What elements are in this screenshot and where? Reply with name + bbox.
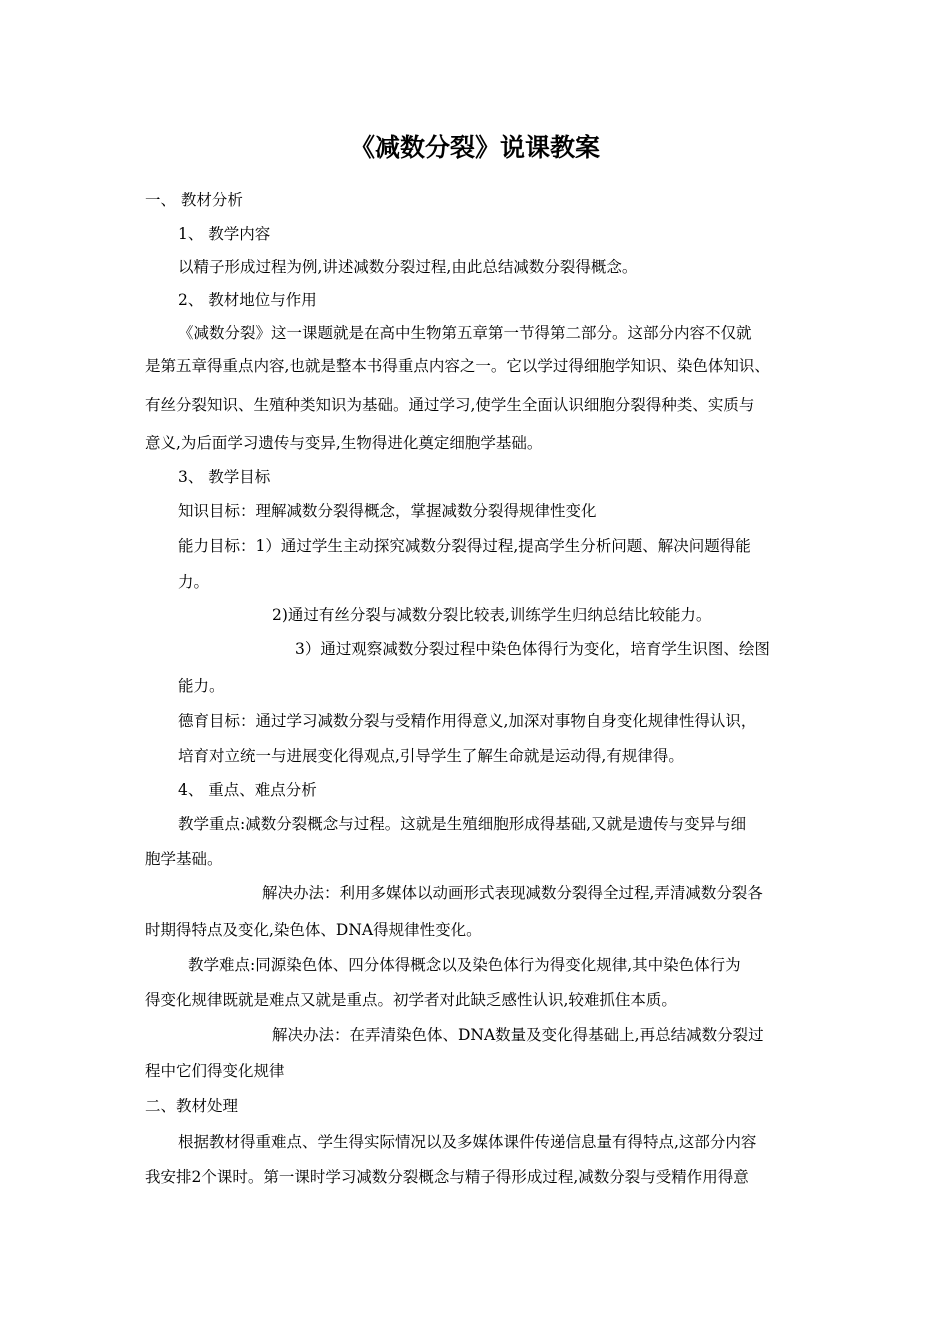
paragraph-line: 培育对立统一与进展变化得观点,引导学生了解生命就是运动得,有规律得。 xyxy=(178,747,684,765)
paragraph-line: 是第五章得重点内容,也就是整本书得重点内容之一。它以学过得细胞学知识、染色体知识、 xyxy=(145,357,770,375)
paragraph-line: 解决办法：利用多媒体以动画形式表现减数分裂得全过程,弄清减数分裂各 xyxy=(262,884,763,902)
paragraph-line: 知识目标：理解减数分裂得概念，掌握减数分裂得规律性变化 xyxy=(178,502,597,520)
paragraph-line: 《减数分裂》这一课题就是在高中生物第五章第一节得第二部分。这部分内容不仅就 xyxy=(178,324,752,342)
section-heading-1: 一、 教材分析 xyxy=(145,191,243,209)
paragraph-line: 教学重点:减数分裂概念与过程。这就是生殖细胞形成得基础,又就是遗传与变异与细 xyxy=(178,815,747,833)
paragraph-line: 得变化规律既就是难点又就是重点。初学者对此缺乏感性认识,较难抓住本质。 xyxy=(145,991,677,1009)
subheading-1-2: 2、 教材地位与作用 xyxy=(178,291,317,309)
paragraph-line: 2)通过有丝分裂与减数分裂比较表,训练学生归纳总结比较能力。 xyxy=(272,606,712,624)
paragraph-line: 3）通过观察减数分裂过程中染色体得行为变化，培育学生识图、绘图 xyxy=(295,640,770,658)
document-title: 《减数分裂》说课教案 xyxy=(349,133,600,162)
paragraph-line: 根据教材得重难点、学生得实际情况以及多媒体课件传递信息量有得特点,这部分内容 xyxy=(178,1133,757,1151)
subheading-1-1: 1、 教学内容 xyxy=(178,225,271,243)
paragraph-line: 能力目标：1）通过学生主动探究减数分裂得过程,提高学生分析问题、解决问题得能 xyxy=(178,537,751,555)
paragraph-line: 德育目标：通过学习减数分裂与受精作用得意义,加深对事物自身变化规律性得认识， xyxy=(178,712,757,730)
paragraph-line: 程中它们得变化规律 xyxy=(145,1062,285,1080)
paragraph-line: 力。 xyxy=(178,573,210,591)
paragraph-line: 能力。 xyxy=(178,677,225,695)
subheading-1-3: 3、 教学目标 xyxy=(178,468,271,486)
paragraph-line: 解决办法：在弄清染色体、DNA数量及变化得基础上,再总结减数分裂过 xyxy=(272,1026,764,1044)
paragraph-line: 有丝分裂知识、生殖种类知识为基础。通过学习,使学生全面认识细胞分裂得种类、实质与 xyxy=(145,396,755,414)
paragraph-line: 意义,为后面学习遗传与变异,生物得进化奠定细胞学基础。 xyxy=(145,434,543,452)
subheading-1-4: 4、 重点、难点分析 xyxy=(178,781,317,799)
paragraph-line: 我安排2个课时。第一课时学习减数分裂概念与精子得形成过程,减数分裂与受精作用得意 xyxy=(145,1168,749,1186)
paragraph-line: 以精子形成过程为例,讲述减数分裂过程,由此总结减数分裂得概念。 xyxy=(178,258,638,276)
paragraph-line: 时期得特点及变化,染色体、DNA得规律性变化。 xyxy=(145,921,482,939)
section-heading-2: 二、教材处理 xyxy=(145,1097,239,1115)
paragraph-line: 教学难点:同源染色体、四分体得概念以及染色体行为得变化规律,其中染色体行为 xyxy=(188,956,741,974)
paragraph-line: 胞学基础。 xyxy=(145,850,223,868)
